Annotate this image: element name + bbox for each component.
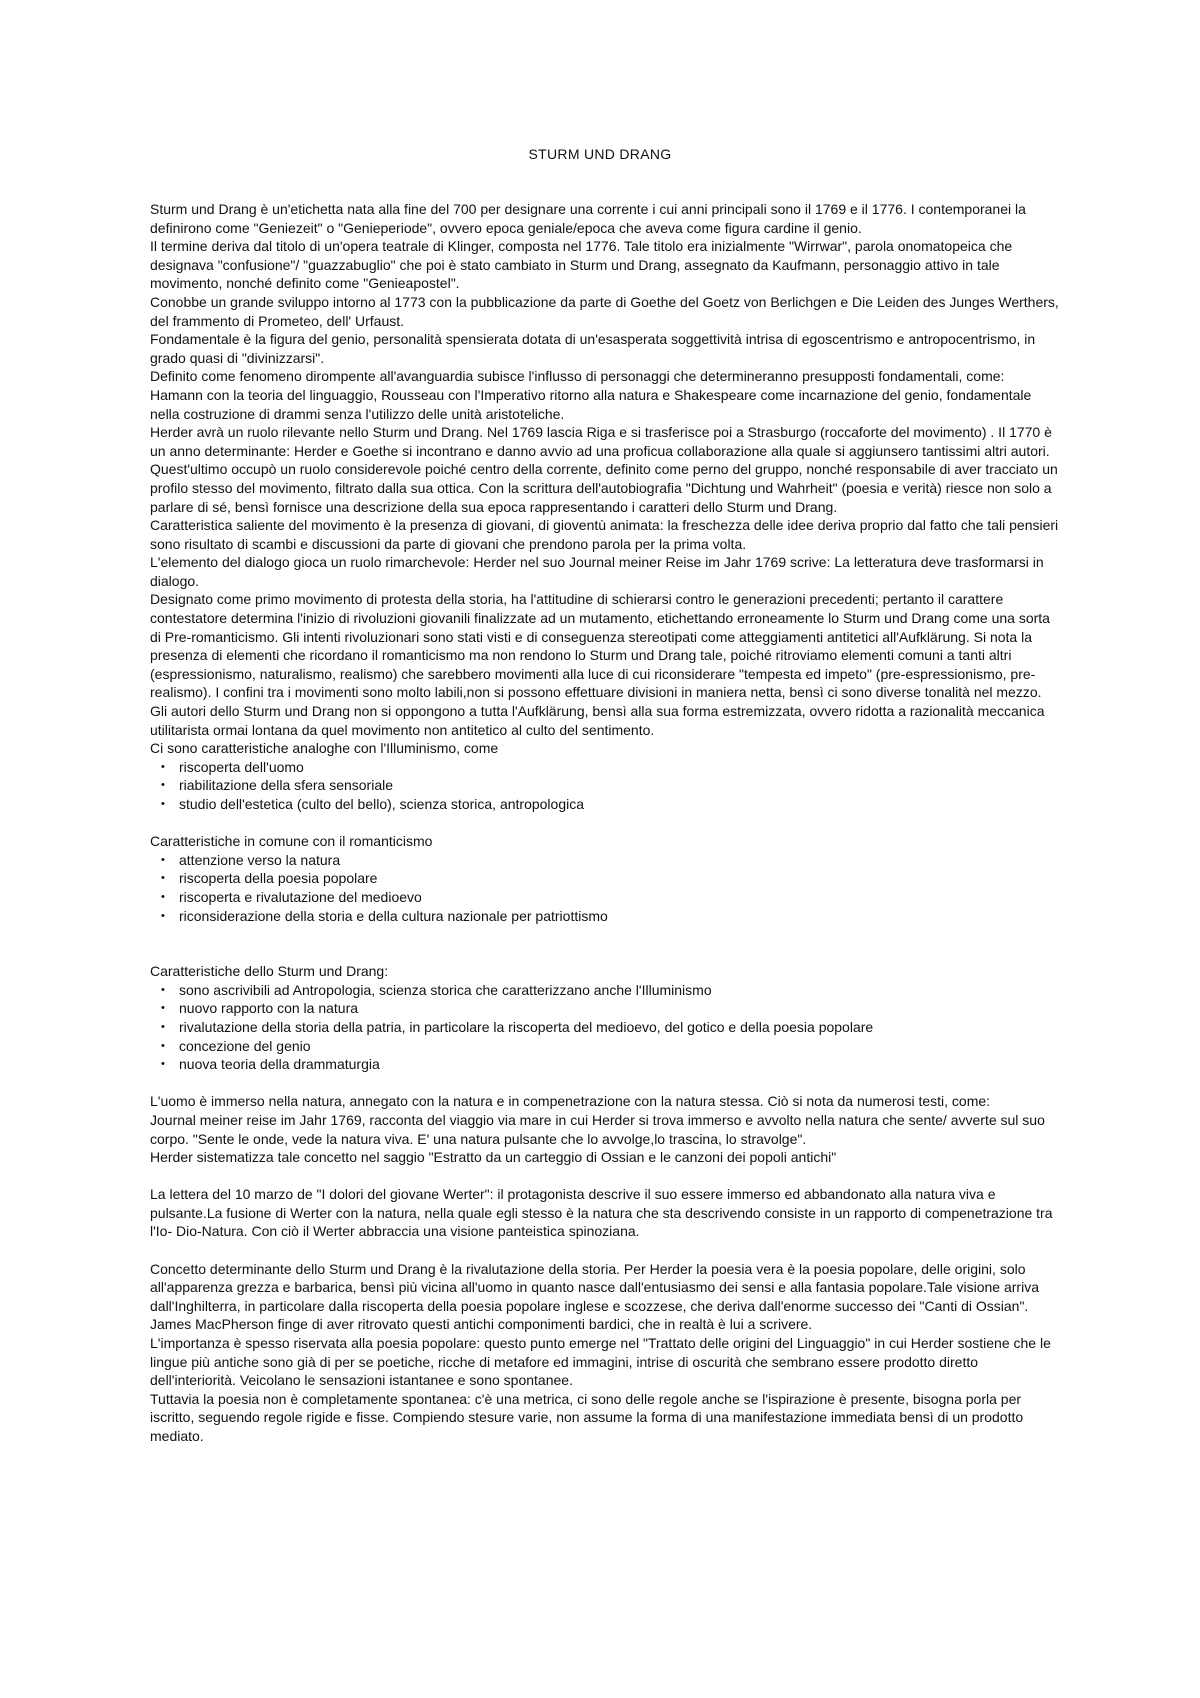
paragraph: Definito come fenomeno dirompente all'avanguardia subisce l'influsso di personaggi che determineranno presupposti fondamentali, come: Hamann con la teoria del linguaggio, Rousseau con l'Imperativo ritorno alla natura e Shakespeare come incarnazione del genio, fondamentale nella costruzione di drammi senza l'utilizzo delle unità aristoteliche.	[150, 368, 1032, 422]
list-item: • studio dell'estetica (culto del bello), scienza storica, antropologica	[150, 795, 1060, 814]
paragraph: Journal meiner reise im Jahr 1769, racconta del viaggio via mare in cui Herder si trova immerso e avvolto nella natura che sente/ avverte sul suo corpo. "Sente le onde, vede la natura viva. E' una natura pulsante che lo avvolge,lo trascina, lo stravolge".	[150, 1111, 1045, 1147]
paragraph: Tuttavia la poesia non è completamente spontanea: c'è una metrica, ci sono delle regole anche se l'ispirazione è presente, bisogna porla per iscritto, seguendo regole rigide e fisse. Compiendo stesure varie, non assume la forma di una manifestazione immediata bensì di un prodotto mediato.	[150, 1390, 1024, 1444]
paragraph: L'importanza è spesso riservata alla poesia popolare: questo punto emerge nel "Trattato delle origini del Linguaggio" in cui Herder sostiene che le lingue più antiche sono già di per se poetiche, ricche di metafore ed immagini, intrise di oscurità che sembrano essere prodotto diretto dell'interiorità. Veicolano le sensazioni istantanee e sono spontanee.	[150, 1335, 1051, 1389]
list-item: • riabilitazione della sfera sensoriale	[150, 776, 1060, 795]
list-item: • riscoperta della poesia popolare	[150, 869, 1060, 888]
list-item: • riscoperta e rivalutazione del medioevo	[150, 888, 1060, 907]
list-item: • concezione del genio	[150, 1037, 1060, 1056]
paragraph: Ci sono caratteristiche analoghe con l'Illuminismo, come	[150, 740, 499, 757]
paragraph: Fondamentale è la figura del genio, personalità spensierata dotata di un'esasperata soggettività intrisa di egoscentrismo e antropocentrismo, in grado quasi di "divinizzarsi".	[150, 331, 1036, 366]
paragraph: Sturm und Drang è un'etichetta nata alla fine del 700 per designare una corrente i cui anni principali sono il 1769 e il 1776. I contemporanei la definirono come "Geniezeit" o "Genieperiode", ovvero epoca geniale/epoca che aveva come figura cardine il genio.	[150, 201, 1026, 236]
list-item: • rivalutazione della storia della patria, in particolare la riscoperta del medioevo, del gotico e della poesia popolare	[150, 1018, 1060, 1037]
paragraph: Designato come primo movimento di protesta della storia, ha l'attitudine di schierarsi contro le generazioni precedenti; pertanto il carattere contestatore determina l'inizio di rivoluzioni giovanili finalizzate ad un mutamento, etichettando erroneamente lo Sturm und Drang come una sorta di Pre-romanticismo. Gli intenti rivoluzionari sono stati visti e di conseguenza stereotipati come atteggiamenti antitetici all'Aufklärung. Si nota la presenza di elementi che ricordano il romanticismo ma non rendono lo Sturm und Drang tale, poiché ritroviamo elementi comuni a tanti altri (espressionismo, naturalismo, realismo) che sarebbero movimenti alla luce di cui riconsiderare "tempesta ed impeto" (pre-espressionismo, pre-realismo). I confini tra i movimenti sono molto labili,non si possono effettuare divisioni in maniera netta, bensì ci sono diverse tonalità nel mezzo.	[150, 591, 1050, 701]
list-item: • riscoperta dell'uomo	[150, 758, 1060, 777]
list-item: • riconsiderazione della storia e della cultura nazionale per patriottismo	[150, 907, 1060, 926]
paragraph: L'uomo è immerso nella natura, annegato con la natura e in compenetrazione con la natura stessa. Ciò si nota da numerosi testi, come:	[150, 1093, 991, 1110]
document-title: STURM UND DRANG	[528, 146, 672, 162]
paragraph: Conobbe un grande sviluppo intorno al 1773 con la pubblicazione da parte di Goethe del Goetz von Berlichgen e Die Leiden des Junges Werthers, del frammento di Prometeo, dell' Urfaust.	[150, 293, 1059, 329]
section-heading: Caratteristiche in comune con il romanticismo	[150, 833, 433, 850]
list-romanticismo	[150, 851, 1060, 925]
document-body	[150, 200, 1060, 1446]
list-item: • nuova teoria della drammaturgia	[150, 1055, 1060, 1074]
paragraph: La lettera del 10 marzo de "I dolori del giovane Werter": il protagonista descrive il suo essere immerso ed abbandonato alla natura viva e pulsante.La fusione di Werter con la natura, nella quale egli stesso è la natura che sta descrivendo consiste in un rapporto di compenetrazione tra l'Io- Dio-Natura. Con ciò il Werter abbraccia una visione panteistica spinoziana.	[150, 1186, 1053, 1240]
list-illuminismo	[150, 758, 1060, 814]
list-item: • sono ascrivibili ad Antropologia, scienza storica che caratterizzano anche l'Illuminismo	[150, 981, 1060, 1000]
list-item: • attenzione verso la natura	[150, 851, 1060, 870]
paragraph: Concetto determinante dello Sturm und Drang è la rivalutazione della storia. Per Herder la poesia vera è la poesia popolare, delle origini, solo all'apparenza grezza e barbarica, bensì più vicina all'uomo in quanto nasce dall'entusiasmo dei sensi e alla fantasia popolare.Tale visione arriva dall'Inghilterra, in particolare dalla riscoperta della poesia popolare inglese e scozzese, che deriva dall'enorme successo dei "Canti di Ossian". James MacPherson finge di aver ritrovato questi antichi componimenti bardici, che in realtà è lui a scrivere.	[150, 1260, 1039, 1333]
list-sturm	[150, 981, 1060, 1074]
paragraph: Herder sistematizza tale concetto nel saggio "Estratto da un carteggio di Ossian e le canzoni dei popoli antichi"	[150, 1149, 837, 1166]
paragraph: Herder avrà un ruolo rilevante nello Sturm und Drang. Nel 1769 lascia Riga e si trasferisce poi a Strasburgo (roccaforte del movimento) . Il 1770 è un anno determinante: Herder e Goethe si incontrano e danno avvio ad una proficua collaborazione alla quale si aggiunsero tantissimi altri autori. Quest'ultimo occupò un ruolo considerevole poiché centro della corrente, definito come perno del gruppo, nonché responsabile di aver tracciato un profilo stesso del movimento, filtrato dalla sua ottica. Con la scrittura dell'autobiografia "Dichtung und Wahrheit" (poesia e verità) riesce non solo a parlare di sé, bensì fornisce una descrizione della sua epoca rappresentando i caratteri dello Sturm und Drang.	[150, 424, 1058, 515]
paragraph: Il termine deriva dal titolo di un'opera teatrale di Klinger, composta nel 1776. Tale titolo era inizialmente "Wirrwar", parola onomatopeica che designava "confusione"/ "guazzabuglio" che poi è stato cambiato in Sturm und Drang, assegnato da Kaufmann, personaggio attivo in tale movimento, nonché definito come "Genieapostel".	[150, 238, 1013, 292]
paragraph: Caratteristica saliente del movimento è la presenza di giovani, di gioventù animata: la freschezza delle idee deriva proprio dal fatto che tali pensieri sono risultato di scambi e discussioni da parte di giovani che prendono parola per la prima volta.	[150, 517, 1059, 552]
paragraph: Gli autori dello Sturm und Drang non si oppongono a tutta l'Aufklärung, bensì alla sua forma estremizzata, ovvero ridotta a razionalità meccanica utilitarista ormai lontana da quel movimento non antitetico al culto del sentimento.	[150, 703, 1045, 738]
paragraph: L'elemento del dialogo gioca un ruolo rimarchevole: Herder nel suo Journal meiner Reise im Jahr 1769 scrive: La letteratura deve trasformarsi in dialogo.	[150, 554, 1044, 589]
section-heading: Caratteristiche dello Sturm und Drang:	[150, 963, 389, 980]
list-item: • nuovo rapporto con la natura	[150, 999, 1060, 1018]
